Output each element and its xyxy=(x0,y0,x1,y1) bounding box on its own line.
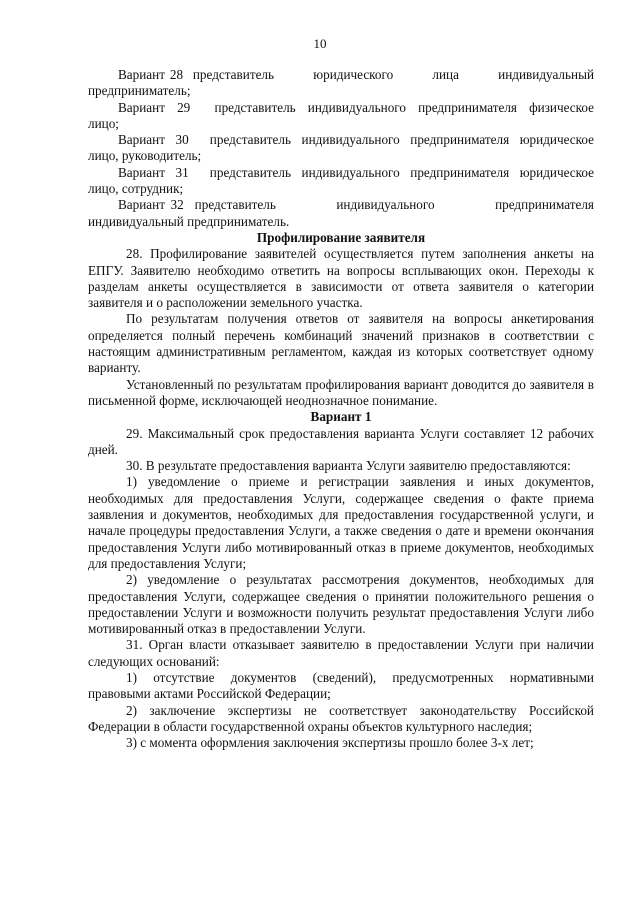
variant-28-line1: Вариант 28 представитель юридического лица индивидуальный xyxy=(118,67,594,82)
document-body xyxy=(88,67,594,751)
variant-29-line1: Вариант 29 представитель индивидуального предпринимателя физическое xyxy=(118,99,594,115)
variant-31-line2: лицо, сотрудник; xyxy=(88,181,184,197)
variant-31-line1: Вариант 31 представитель индивидуального предпринимателя юридическое xyxy=(118,164,594,180)
paragraph-31: 31. Орган власти отказывает заявителю в предоставлении Услуги при наличии следующих оснований: xyxy=(88,637,594,669)
paragraph-28: 28. Профилирование заявителей осуществляется путем заполнения анкеты на ЕПГУ. Заявителю необходимо ответить на вопросы всплывающих окон. Переходы к разделам анкеты осуществляется в зависимости от ответа заявителя о категории заявителя и о расположении земельного участка. xyxy=(88,246,594,311)
variants-list xyxy=(88,67,594,230)
variant-28-line2: предприниматель; xyxy=(88,83,191,99)
paragraph-29: 29. Максимальный срок предоставления варианта Услуги составляет 12 рабочих дней. xyxy=(88,425,594,457)
paragraph-31-item-3: 3) с момента оформления заключения экспертизы прошло более 3-х лет; xyxy=(126,735,534,751)
page-number: 10 xyxy=(313,36,327,51)
section-heading-profiling: Профилирование заявителя xyxy=(256,229,426,245)
paragraph-30-item-2: 2) уведомление о результатах рассмотрения документов, необходимых для предоставления Услуги, содержащее сведения о принятии положительного решения о предоставлении Услуги и возможности получить результат предоставления Услуги либо мотивированный отказ в предоставлении Услуги. xyxy=(88,572,594,637)
paragraph-30-item-1: 1) уведомление о приеме и регистрации заявления и иных документов, необходимых для предоставления Услуги, содержащее сведения о факте приема заявления и документов, необходимых для предоставления государственной услуги, и начале процедуры предоставления Услуги, а также сведения о дате и времени окончания предоставления Услуги либо мотивированный отказ в приеме документов, необходимых для предоставления Услуги; xyxy=(88,474,594,571)
paragraph-30: 30. В результате предоставления варианта Услуги заявителю предоставляются: xyxy=(126,458,571,474)
variant-30-line1: Вариант 30 представитель индивидуального предпринимателя юридическое xyxy=(118,132,594,148)
paragraph-31-item-1: 1) отсутствие документов (сведений), предусмотренных нормативными правовыми актами Российской Федерации; xyxy=(88,669,594,702)
variant-32-line2: индивидуальный предприниматель. xyxy=(88,213,290,229)
variant-32-line1: Вариант 32 представитель индивидуального предпринимателя xyxy=(118,197,594,213)
section-heading-variant-1: Вариант 1 xyxy=(310,409,372,425)
paragraph-profiling-notice: Установленный по результатам профилирования вариант доводится до заявителя в письменной форме, исключающей неоднозначное понимание. xyxy=(88,376,594,408)
paragraph-profiling-results: По результатам получения ответов от заявителя на вопросы анкетирования определяется полный перечень комбинаций значений признаков в соответствии с настоящим административным регламентом, каждая из которых соответствует одному варианту. xyxy=(88,311,594,376)
variant-30-line2: лицо, руководитель; xyxy=(88,148,202,164)
variant-29-line2: лицо; xyxy=(88,115,119,131)
paragraph-31-item-2: 2) заключение экспертизы не соответствует законодательству Российской Федерации в области государственной охраны объектов культурного наследия; xyxy=(88,702,594,734)
